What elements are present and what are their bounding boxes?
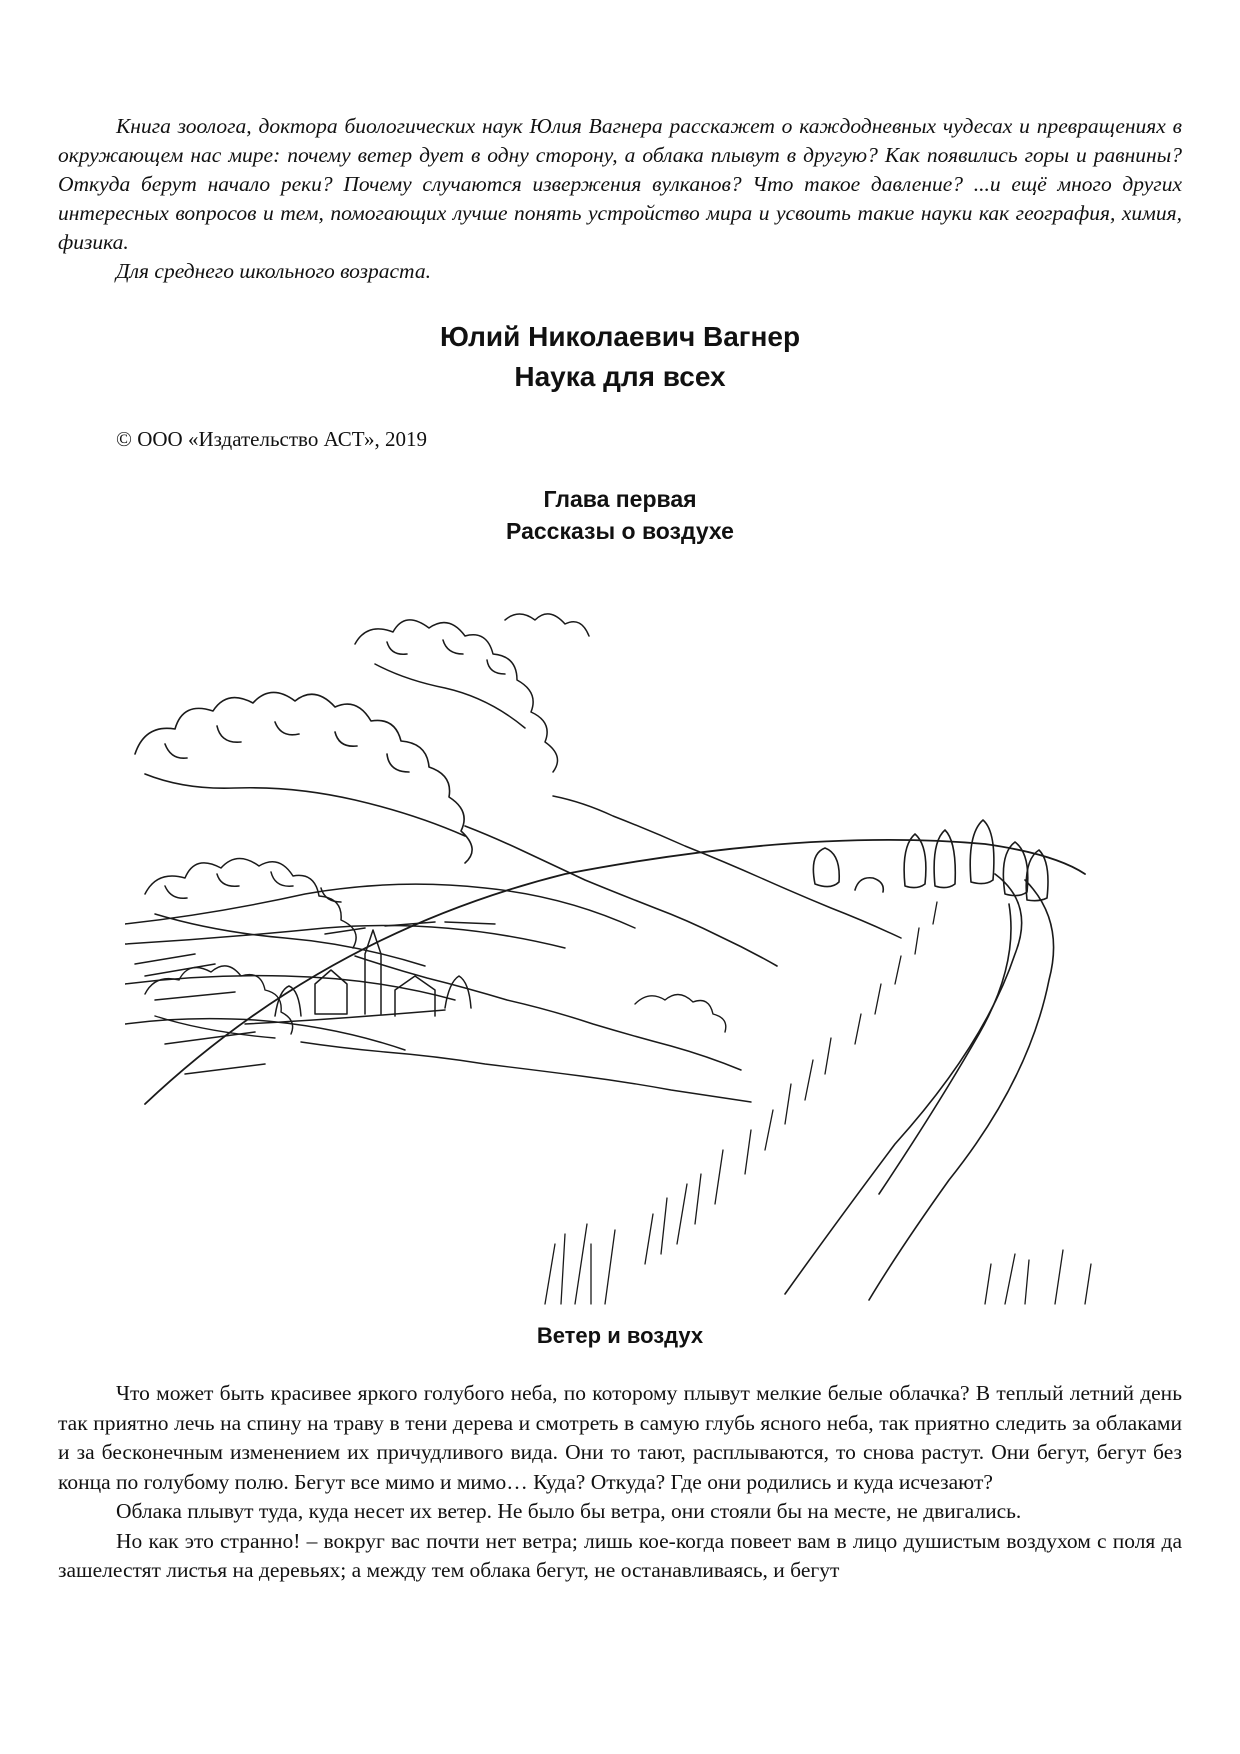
section-title: Ветер и воздух [536, 1323, 704, 1348]
grass [545, 902, 1091, 1304]
annotation-paragraph: Книга зоолога, доктора биологических наук Юлия Вагнера расскажет о каждодневных чудесах и превращениях в окружающем нас мире: почему ветер дует в одну сторону, а облака плывут в другую? Как появились горы и равнины? Откуда берут начало реки? Почему случаются извержения вулканов? Что такое давление? ...и ещё много других интересных вопросов и тем, помогающих лучше понять устройство мира и усвоить такие науки как география, химия, физика. [58, 114, 1182, 254]
book-annotation [58, 112, 1182, 286]
body-paragraph: Облака плывут туда, куда несет их ветер. Не было бы ветра, они стояли бы на месте, не двигались. [116, 1499, 1022, 1523]
horizon-trees [813, 820, 1048, 901]
annotation-paragraph: Для среднего школьного возраста. [116, 259, 431, 283]
book-title: Наука для всех [514, 361, 726, 392]
rolling-hills [125, 884, 635, 1074]
body-paragraph: Но как это странно! – вокруг вас почти нет ветра; лишь кое-когда повеет вам в лицо душистым воздухом с поля да зашелестят листья на деревьях; а между тем облака бегут, не останавливаясь, и бегут [58, 1528, 1182, 1582]
landscape-illustration [125, 604, 1115, 1314]
village [245, 930, 471, 1024]
body-text [58, 1379, 1182, 1586]
body-paragraph: Что может быть красивее яркого голубого неба, по которому плывут мелкие белые облачка? В теплый летний день так приятно лечь на спину на траву в тени дерева и смотреть в самую глубь ясного неба, так приятно следить за облаками и за бесконечным изменением их причудливого вида. Они то тают, расплываются, то снова растут. Они бегут, бегут без конца по голубому полю. Бегут все мимо и мимо… Куда? Откуда? Где они родились и куда исчезают? [58, 1381, 1182, 1494]
chapter-title: Рассказы о воздухе [506, 518, 734, 544]
cloud-band [145, 858, 741, 1070]
cloud-band [355, 614, 901, 938]
big-hill [145, 840, 1085, 1104]
landscape-sketch-icon [125, 604, 1115, 1314]
cloud-band [135, 692, 777, 966]
author-name: Юлий Николаевич Вагнер [439, 321, 801, 352]
road [785, 874, 1054, 1300]
copyright-notice: © ООО «Издательство АСТ», 2019 [116, 427, 427, 451]
chapter-number: Глава первая [543, 486, 697, 512]
